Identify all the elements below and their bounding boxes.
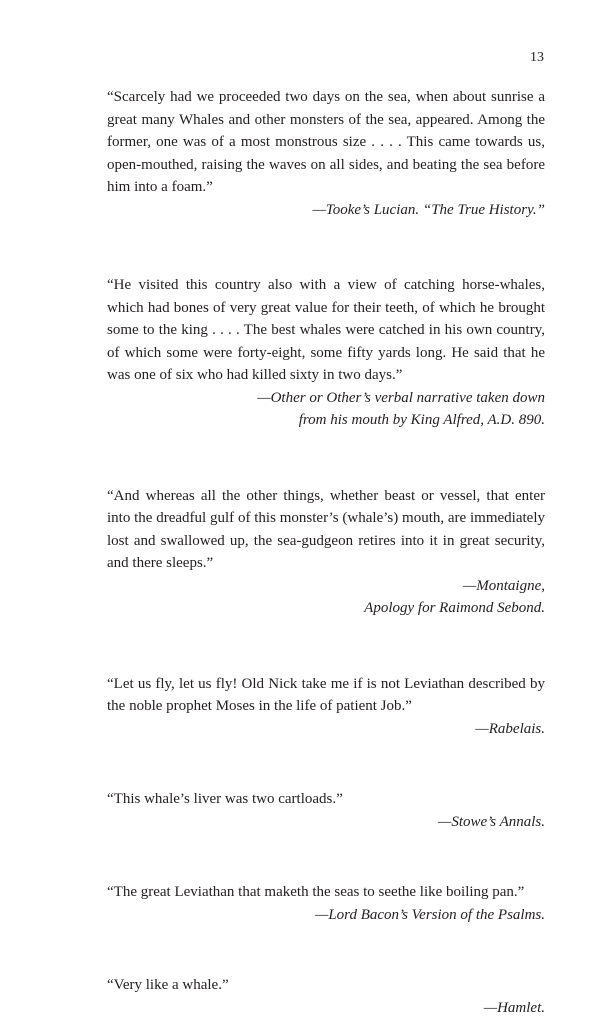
extract-spacer — [107, 740, 545, 788]
attribution-line: from his mouth by King Alfred, A.D. 890. — [107, 409, 545, 432]
extract-quote: “Let us fly, let us fly! Old Nick take me if is not Leviathan described by the noble prophet Moses in the life of patient Job.” — [107, 673, 545, 718]
extract-quote: “Scarcely had we proceeded two days on the sea, when about sunrise a great many Whales and other monsters of the sea, appeared. Among the former, one was of a most monstrous size . . . . This came towards us, open-mouthed, raising the waves on all sides, and beating the sea before him into a foam.” — [107, 86, 545, 199]
attribution-line: —Tooke’s Lucian. “The True History.” — [107, 199, 545, 222]
extract-spacer — [107, 833, 545, 881]
attribution-line: Apology for Raimond Sebond. — [107, 597, 545, 620]
extract-quote: “Very like a whale.” — [107, 974, 545, 997]
extract-attribution — [107, 199, 545, 222]
extract-rabelais — [107, 673, 545, 741]
extract-attribution — [107, 904, 545, 927]
extract-attribution — [107, 575, 545, 620]
extract-quote: “The great Leviathan that maketh the seas to seethe like boiling pan.” — [107, 881, 545, 904]
extract-spacer — [107, 221, 545, 274]
extract-bacon — [107, 881, 545, 926]
extract-attribution — [107, 718, 545, 741]
page-number: 13 — [530, 50, 544, 66]
extract-quote: “And whereas all the other things, whether beast or vessel, that enter into the dreadful gulf of this monster’s (whale’s) mouth, are immediately lost and swallowed up, the sea-gudgeon retires into it in great security, and there sleeps.” — [107, 485, 545, 575]
extract-quote: “This whale’s liver was two cartloads.” — [107, 788, 545, 811]
extract-stowe — [107, 788, 545, 833]
attribution-line: —Rabelais. — [107, 718, 545, 741]
attribution-line: —Lord Bacon’s Version of the Psalms. — [107, 904, 545, 927]
extract-spacer — [107, 620, 545, 673]
attribution-line: —Hamlet. — [107, 997, 545, 1019]
attribution-line: —Montaigne, — [107, 575, 545, 598]
attribution-line: —Other or Other’s verbal narrative taken down — [107, 387, 545, 410]
extract-attribution — [107, 997, 545, 1019]
extract-hamlet — [107, 974, 545, 1019]
extracts-list — [107, 86, 545, 1019]
extract-spacer — [107, 926, 545, 974]
extract-attribution — [107, 811, 545, 834]
extract-other-narrative — [107, 274, 545, 432]
extract-quote: “He visited this country also with a view of catching horse-whales, which had bones of very great value for their teeth, of which he brought some to the king . . . . The best whales were catched in his own country, of which some were forty-eight, some fifty yards long. He said that he was one of six who had killed sixty in two days.” — [107, 274, 545, 387]
extract-montaigne — [107, 485, 545, 620]
extract-tooke-lucian — [107, 86, 545, 221]
extract-spacer — [107, 432, 545, 485]
extract-attribution — [107, 387, 545, 432]
attribution-line: —Stowe’s Annals. — [107, 811, 545, 834]
